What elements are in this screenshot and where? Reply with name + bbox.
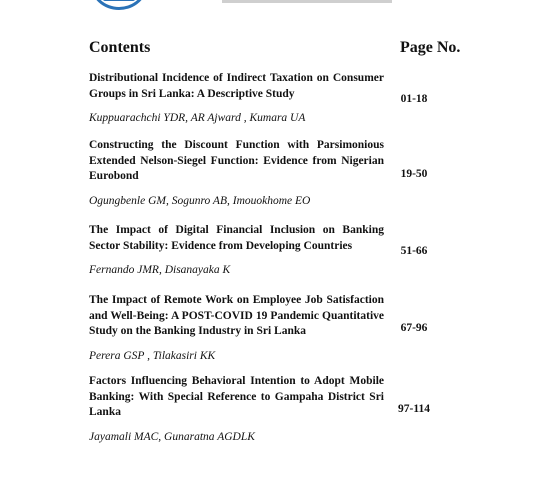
article-title[interactable]: The Impact of Digital Financial Inclusion on Banking Sector Stability: Evidence from Developing Countries [89,224,384,252]
toc-entry[interactable] [89,293,384,364]
article-title[interactable]: Constructing the Discount Function with Parsimonious Extended Nelson-Siegel Function: Evidence from Nigerian Eurobond [89,139,384,182]
article-authors: Jayamali MAC, Gunaratna AGDLK [89,430,255,443]
toc-entry[interactable] [89,71,384,126]
article-title[interactable]: Factors Influencing Behavioral Intention to Adopt Mobile Banking: With Special Reference to Gampaha District Sri Lanka [89,375,384,418]
article-authors: Fernando JMR, Disanayaka K [89,264,231,276]
toc-entry[interactable] [89,223,384,278]
page-range: 01-18 [400,93,428,105]
page-range: 19-50 [400,168,428,180]
page-no-heading: Page No. [400,39,461,56]
contents-heading: Contents [89,39,151,56]
toc-entry[interactable] [89,374,384,445]
article-authors: Ogungbenle GM, Sogunro AB, Imouokhome EO [89,194,311,207]
toc-entry[interactable] [89,138,384,209]
header-strip [222,0,392,3]
journal-logo [90,0,148,10]
article-title[interactable]: Distributional Incidence of Indirect Taxation on Consumer Groups in Sri Lanka: A Descriptive Study [89,72,384,100]
article-title[interactable]: The Impact of Remote Work on Employee Job Satisfaction and Well-Being: A POST-COVID 19 Pandemic Quantitative Study on the Banking Industry in Sri Lanka [89,294,384,337]
page-range: 67-96 [400,322,428,334]
article-authors: Perera GSP , Tilakasiri KK [89,349,216,362]
article-authors: Kuppuarachchi YDR, AR Ajward , Kumara UA [89,112,306,124]
page-range: 97-114 [398,403,430,415]
page-range: 51-66 [400,245,428,257]
